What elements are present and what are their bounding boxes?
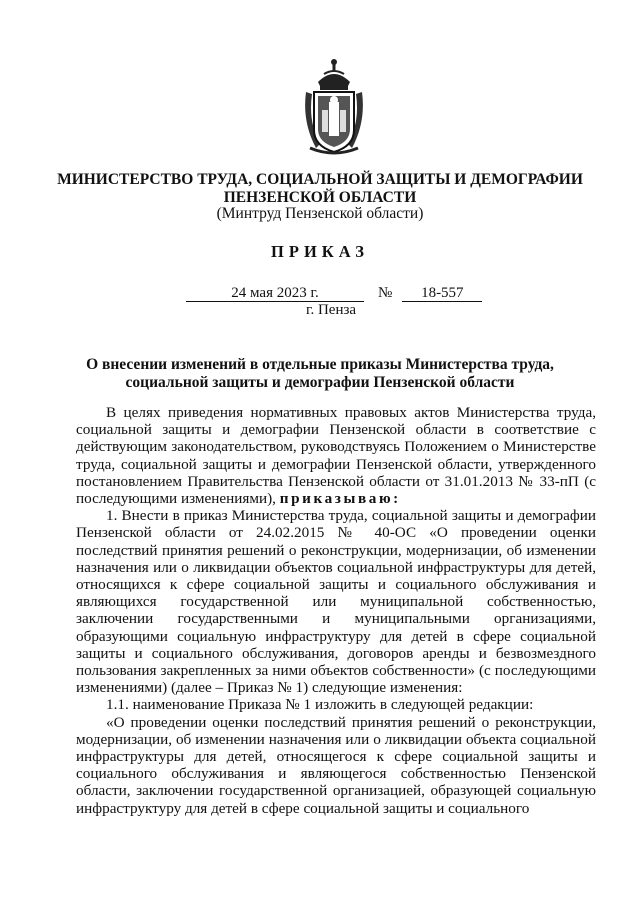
ministry-name	[40, 171, 600, 207]
order-city: г. Пенза	[306, 302, 357, 318]
number-sign: №	[378, 285, 393, 301]
coat-of-arms-icon	[296, 52, 372, 156]
decree-word: приказываю:	[279, 490, 401, 508]
ministry-short-name: (Минтруд Пензенской области)	[216, 205, 424, 222]
order-subject	[40, 356, 600, 392]
item-1-1-paragraph: 1.1. наименование Приказа № 1 изложить в следующей редакции:	[106, 696, 534, 714]
item-1-paragraph: 1. Внести в приказ Министерства труда, социальной защиты и демографии Пензенской области от 24.02.2015 № 40-ОС «О проведении оценки последствий принятия решений о реконструкции, модернизации, об изменении назначения или о ликвидации объектов социальной инфраструктуры для детей, относящихся к сфере социальной защиты и социального обслуживания и являющихся государственной или муниципальной собственностью, заключении государственными и муниципальными организациями, образующими социальную инфраструктуру для детей в сфере социальной защиты и социального обслуживания, договоров аренды и безвозмездного пользования закрепленных за ними объектов собственности» (с последующими изменениями) (далее – Приказ № 1) следующие изменения:	[76, 507, 596, 697]
preamble-text: В целях приведения нормативных правовых актов Министерства труда, социальной защиты и демографии Пензенской области в соответствие с действующим законодательством, руководствуясь Положением о Министерстве труда, социальной защиты и демографии Пензенской области, утвержденного постановлением Правительства Пензенской области от 31.01.2013 № 33-пП (с последующими изменениями),	[76, 404, 596, 508]
order-date-number-line	[186, 285, 482, 302]
order-date: 24 мая 2023 г.	[186, 285, 364, 302]
subject-line1: О внесении изменений в отдельные приказы Министерства труда,	[86, 356, 554, 373]
ministry-name-line2: ПЕНЗЕНСКОЙ ОБЛАСТИ	[223, 189, 417, 206]
ministry-name-line1: МИНИСТЕРСТВО ТРУДА, СОЦИАЛЬНОЙ ЗАЩИТЫ И ДЕМОГРАФИИ	[57, 171, 583, 188]
subject-line2: социальной защиты и демографии Пензенской области	[125, 374, 515, 391]
order-title: ПРИКАЗ	[271, 242, 369, 261]
order-number: 18-557	[402, 285, 482, 302]
order-body	[76, 404, 596, 817]
quote-paragraph: «О проведении оценки последствий принятия решений о реконструкции, модернизации, об изменении назначения или о ликвидации объекта социальной инфраструктуры для детей, относящегося к сфере социальной защиты и социального обслуживания и являющегося собственностью Пензенской области, заключении государственной организацией, образующей социальную инфраструктуру для детей в сфере социальной защиты и социального	[76, 713, 596, 817]
preamble-paragraph	[76, 404, 596, 507]
